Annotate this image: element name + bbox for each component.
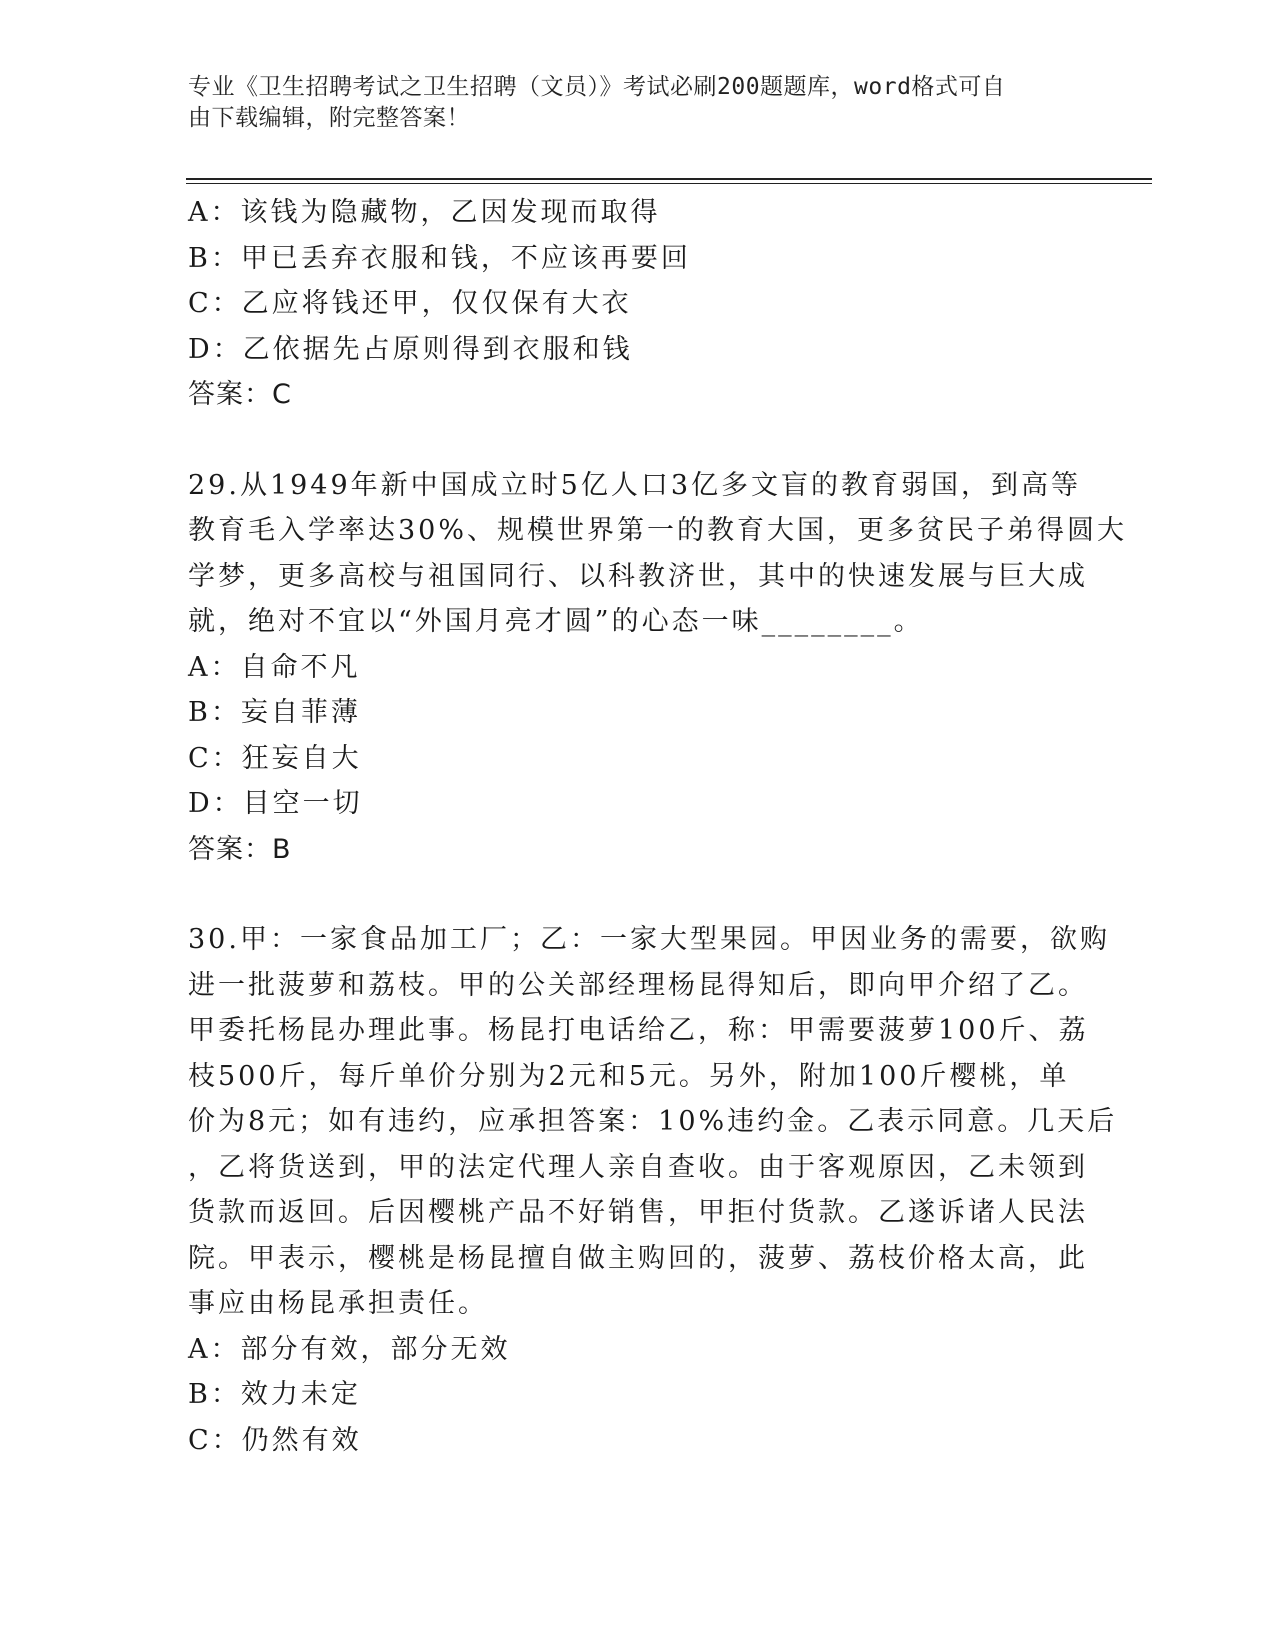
header-line-2: 由下载编辑，附完整答案！ [188,105,470,131]
question-30-text-line-5: 价为8元；如有违约，应承担答案：10%违约金。乙表示同意。几天后 [188,1106,1118,1137]
question-28-option-a: A：该钱为隐藏物，乙因发现而取得 [188,197,661,228]
question-30-text-line-8: 院。甲表示，樱桃是杨昆擅自做主购回的，菠萝、荔枝价格太高，此 [188,1242,1088,1274]
question-29-option-c: C：狂妄自大 [188,742,362,774]
document-body [188,190,1128,1463]
question-28-option-c: C：乙应将钱还甲，仅仅保有大衣 [188,288,632,319]
question-29-option-d: D：目空一切 [188,788,363,819]
question-29-text-line-2: 教育毛入学率达30%、规模世界第一的教育大国，更多贫民子弟得圆大 [188,515,1128,546]
question-30-text-line-6: ，乙将货送到，甲的法定代理人亲自查收。由于客观原因，乙未领到 [188,1151,1088,1183]
question-29-text-line-1: 29.从1949年新中国成立时5亿人口3亿多文盲的教育弱国，到高等 [188,469,1082,501]
question-29-block [188,463,1128,873]
question-30-text-line-9: 事应由杨昆承担责任。 [188,1288,488,1319]
question-29-text-line-3: 学梦，更多高校与祖国同行、以科教济世，其中的快速发展与巨大成 [188,560,1088,592]
question-29-option-a: A：自命不凡 [188,651,361,683]
question-30-text-line-2: 进一批菠萝和荔枝。甲的公关部经理杨昆得知后，即向甲介绍了乙。 [188,969,1088,1001]
spacer [188,418,1088,463]
question-30-block [188,917,1118,1463]
question-29-text-line-4: 就，绝对不宜以“外国月亮才圆”的心态一味________。 [188,606,924,637]
question-30-text-line-7: 货款而返回。后因樱桃产品不好销售，甲拒付货款。乙遂诉诸人民法 [188,1197,1088,1228]
header-line-1: 专业《卫生招聘考试之卫生招聘（文员）》考试必刷200题题库，word格式可自 [188,74,1006,100]
question-30-text-line-4: 枝500斤，每斤单价分别为2元和5元。另外，附加100斤樱桃，单 [188,1060,1070,1092]
question-30-text-line-1: 30.甲：一家食品加工厂；乙：一家大型果园。甲因业务的需要，欲购 [188,924,1110,955]
question-28-option-d: D：乙依据先占原则得到衣服和钱 [188,333,633,365]
question-30-text-line-3: 甲委托杨昆办理此事。杨昆打电话给乙，称：甲需要菠萝100斤、荔 [188,1015,1089,1046]
question-28-block [188,190,1088,418]
document-header [188,72,1068,134]
question-29-answer: 答案：B [188,833,292,865]
question-30-option-c: C：仍然有效 [188,1424,362,1456]
header-divider-thin [186,183,1152,184]
question-29-option-b: B：妄自菲薄 [188,697,361,728]
header-divider-thick [186,178,1152,180]
question-30-option-a: A：部分有效，部分无效 [188,1333,511,1365]
question-28-answer: 答案：C [188,379,292,410]
question-30-option-b: B：效力未定 [188,1379,361,1410]
question-28-option-b: B：甲已丢弃衣服和钱，不应该再要回 [188,242,691,274]
spacer [188,872,1088,917]
